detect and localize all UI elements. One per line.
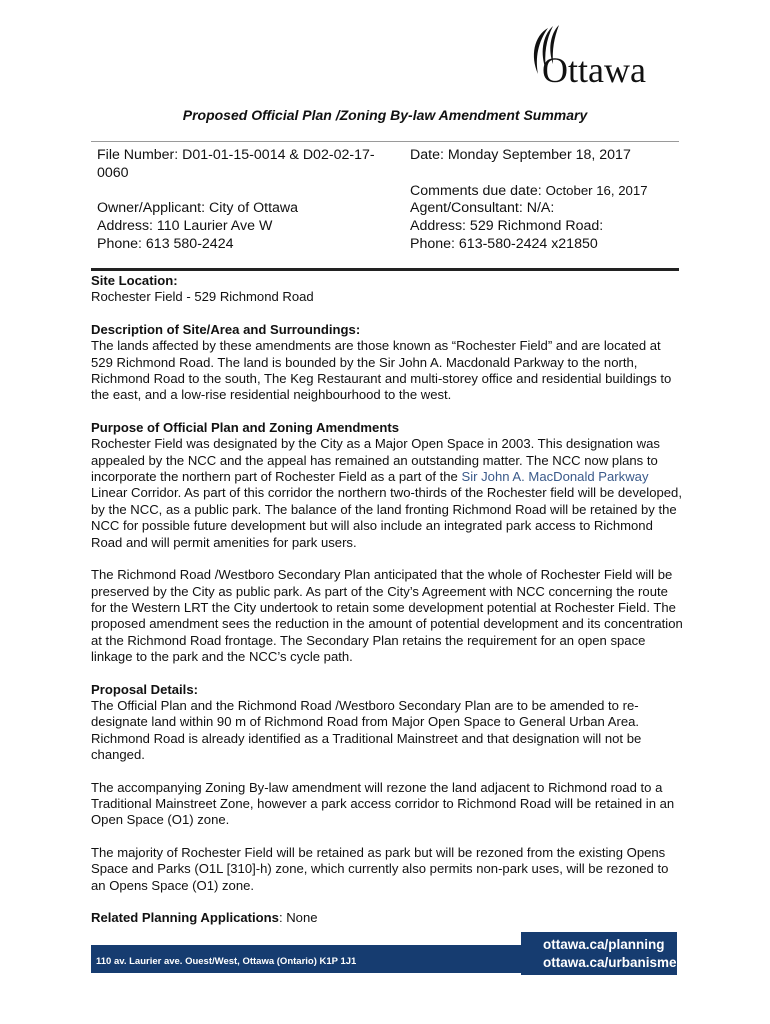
purpose-text-b: Linear Corridor. As part of this corridor the northern two-thirds of the Rochester field will be developed, by the NCC, as a public park. The balance of the land fronting Richmond Road will be retained by the NCC for possible future development but will also include an integrated park access to Richmond Road and will permit amenities for park users. — [91, 485, 682, 550]
description-heading: Description of Site/Area and Surroundings: — [91, 321, 361, 337]
agent-consultant: Agent/Consultant: N/A: — [410, 200, 555, 216]
secondary-plan-paragraph: The Richmond Road /Westboro Secondary Plan anticipated that the whole of Rochester Field will be preserved by the City as public park. As part of the City’s Agreement with NCC concerning the route for the Western LRT the City undertook to retain some development potential at Rochester Field. The proposed amendment sees the reduction in the amount of potential development and its concentration at the Richmond Road frontage. The Secondary Plan retains the requirement for an open space linkage to the park and the NCC’s cycle path. — [91, 567, 683, 665]
purpose-text-a: Rochester Field was designated by the City as a Major Open Space in 2003. This designation was appealed by the NCC and the appeal has remained an outstanding matter. The NCC now plans to incorporate the northern part of Rochester Field as a part of the — [91, 436, 660, 485]
agent-phone: Phone: 613-580-2424 x21850 — [410, 236, 598, 252]
ottawa-logo — [526, 22, 676, 88]
proposal-section — [91, 682, 683, 764]
document-body — [91, 273, 683, 942]
proposal-text: The Official Plan and the Richmond Road /Westboro Secondary Plan are to be amended to re-designate land within 90 m of Richmond Road from Major Open Space to General Urban Area. Richmond Road is already identified as a Traditional Mainstreet and that designation will not be changed. — [91, 697, 642, 763]
footer-url-urbanisme[interactable]: ottawa.ca/urbanisme — [543, 955, 677, 970]
agent-address: Address: 529 Richmond Road: — [410, 218, 604, 234]
document-title: Proposed Official Plan /Zoning By-law Amendment Summary — [182, 107, 588, 123]
description-text: The lands affected by these amendments are those known as “Rochester Field” and are located at 529 Richmond Road. The land is bounded by the Sir John A. Macdonald Parkway to the north, Richmond Road to the south, The Keg Restaurant and multi-storey office and residential buildings to the east, and a low-rise residential neighbourhood to the west. — [91, 338, 672, 403]
footer-address: 110 av. Laurier ave. Ouest/West, Ottawa (Ontario) K1P 1J1 — [96, 956, 357, 967]
purpose-heading: Purpose of Official Plan and Zoning Amendments — [91, 419, 399, 435]
owner-address: Address: 110 Laurier Ave W — [97, 218, 273, 234]
site-location-section — [91, 273, 683, 306]
comments-due — [410, 182, 648, 201]
related-text: : None — [278, 910, 318, 925]
date: Date: Monday September 18, 2017 — [410, 147, 631, 163]
related-heading: Related Planning Applications — [91, 910, 279, 925]
site-location-heading: Site Location: — [91, 273, 178, 288]
comments-due-label: Comments due date: — [410, 183, 546, 199]
site-location-text: Rochester Field - 529 Richmond Road — [91, 289, 314, 305]
footer-url-planning[interactable]: ottawa.ca/planning — [543, 937, 665, 952]
owner-applicant: Owner/Applicant: City of Ottawa — [97, 200, 299, 216]
parkway-link[interactable]: Sir John A. MacDonald Parkway — [461, 469, 649, 485]
proposal-heading: Proposal Details: — [91, 681, 198, 697]
majority-paragraph: The majority of Rochester Field will be retained as park but will be rezoned from the existing Opens Space and Parks (O1L [310]-h) zone, which currently also permits non-park uses, will be rezoned to an Opens Space (O1) zone. — [91, 844, 669, 893]
file-number-line2: 0060 — [97, 165, 129, 181]
file-number-line1: File Number: D01-01-15-0014 & D02-02-17- — [97, 147, 375, 163]
description-section — [91, 322, 683, 404]
owner-phone: Phone: 613 580-2424 — [97, 236, 234, 252]
comments-due-date: October 16, 2017 — [545, 183, 648, 198]
info-rule — [91, 268, 679, 271]
logo-wordmark: Ottawa — [542, 50, 646, 88]
related-applications — [91, 910, 683, 926]
purpose-section — [91, 420, 683, 551]
zoning-paragraph: The accompanying Zoning By-law amendment will rezone the land adjacent to Richmond road to a Traditional Mainstreet Zone, however a park access corridor to Richmond Road will be retained in an Open Space (O1) zone. — [91, 779, 675, 828]
title-rule — [91, 141, 679, 142]
